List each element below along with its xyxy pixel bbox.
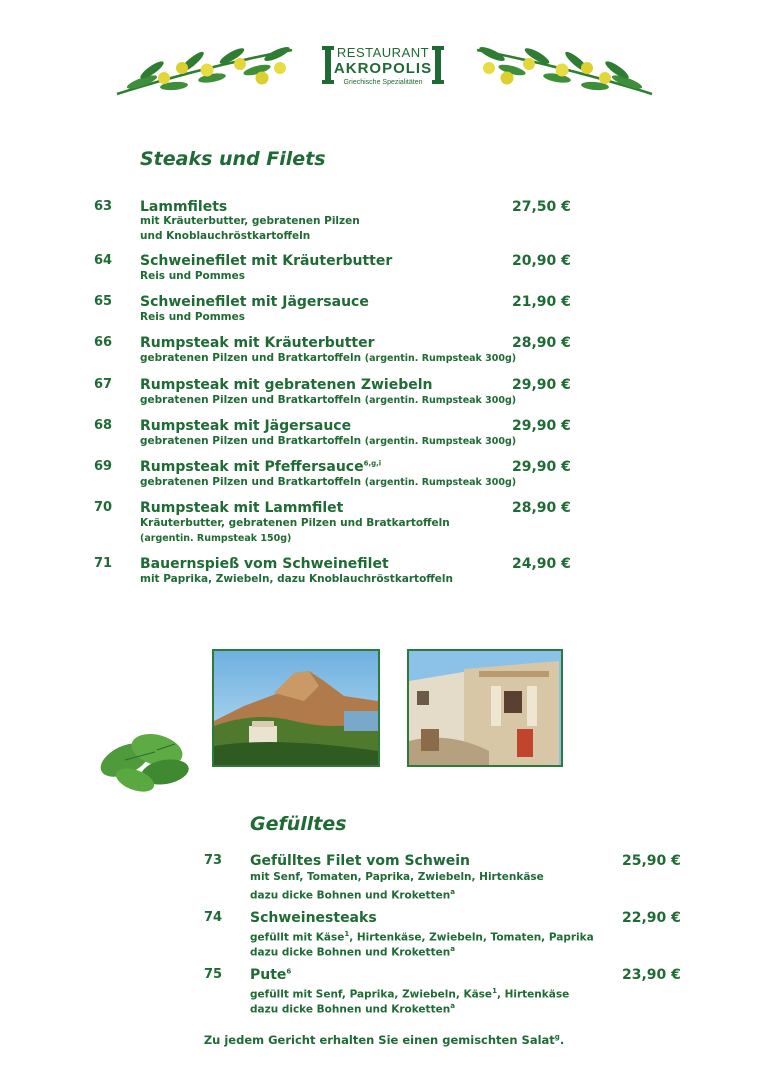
logo-restaurant-text: RESTAURANT: [336, 45, 430, 60]
photo-old-house: [407, 649, 563, 767]
item-number: 67: [94, 377, 113, 392]
item-description: (argentin. Rumpsteak 150g): [140, 533, 292, 544]
item-description: mit Paprika, Zwiebeln, dazu Knoblauchröstkartoffeln: [140, 573, 453, 585]
item-description: gefüllt mit Senf, Paprika, Zwiebeln, Käse$^1$, Hirtenkäse: [250, 987, 570, 1001]
restaurant-logo: [318, 46, 448, 102]
menu-item: [94, 294, 574, 328]
item-price: 28,90 €: [512, 500, 571, 516]
item-price: 21,90 €: [512, 294, 571, 310]
item-title: Schweinefilet mit Jägersauce: [140, 294, 369, 310]
item-number: 75: [204, 967, 223, 982]
item-number: 64: [94, 253, 113, 268]
item-description: gefüllt mit Käse$^1$, Hirtenkäse, Zwiebeln, Tomaten, Paprika: [250, 930, 594, 944]
item-title: Pute$^6$: [250, 967, 292, 983]
item-description: gebratenen Pilzen und Bratkartoffeln (argentin. Rumpsteak 300g): [140, 435, 517, 447]
item-title: Rumpsteak mit Lammfilet: [140, 500, 344, 516]
item-note: (argentin. Rumpsteak 300g): [364, 477, 517, 488]
basil-leaves-icon: [95, 722, 195, 794]
item-title: Rumpsteak mit Jägersauce: [140, 418, 352, 434]
item-price: 29,90 €: [512, 459, 571, 475]
item-number: 63: [94, 199, 113, 214]
item-number: 65: [94, 294, 113, 309]
item-description: Reis und Pommes: [140, 270, 245, 282]
menu-item: [204, 967, 684, 1015]
item-title: Bauernspieß vom Schweinefilet: [140, 556, 389, 572]
item-number: 71: [94, 556, 113, 571]
item-note: (argentin. Rumpsteak 300g): [364, 353, 517, 364]
item-price: 25,90 €: [622, 853, 681, 869]
item-description: gebratenen Pilzen und Bratkartoffeln (argentin. Rumpsteak 300g): [140, 394, 517, 406]
menu-item: [204, 910, 684, 958]
item-note: (argentin. Rumpsteak 300g): [364, 395, 517, 406]
item-price: 22,90 €: [622, 910, 681, 926]
section-title-steaks: Steaks und Filets: [140, 148, 326, 170]
item-description: dazu dicke Bohnen und Kroketten$^a$: [250, 888, 455, 902]
item-description: Reis und Pommes: [140, 311, 245, 323]
item-title: Rumpsteak mit Kräuterbutter: [140, 335, 375, 351]
item-description: und Knoblauchröstkartoffeln: [140, 230, 311, 242]
item-description: mit Kräuterbutter, gebratenen Pilzen: [140, 215, 360, 227]
item-number: 74: [204, 910, 223, 925]
olive-branch-left-icon: [112, 42, 297, 102]
item-price: 20,90 €: [512, 253, 571, 269]
menu-item: [94, 377, 574, 411]
item-number: 68: [94, 418, 113, 433]
footer-salad-note: Zu jedem Gericht erhalten Sie einen gemischten Salat$^g$.: [203, 1033, 565, 1047]
item-title: Schweinesteaks: [250, 910, 377, 926]
menu-item: [94, 418, 574, 452]
item-description: mit Senf, Tomaten, Paprika, Zwiebeln, Hirtenkäse: [250, 871, 544, 883]
item-number: 73: [204, 853, 223, 868]
allergen-superscript: 6: [286, 967, 292, 976]
allergen-superscript: 6,g,i: [363, 459, 382, 468]
item-description: gebratenen Pilzen und Bratkartoffeln (argentin. Rumpsteak 300g): [140, 352, 517, 364]
menu-item: [94, 500, 574, 548]
logo-name-text: AKROPOLIS: [333, 60, 433, 77]
page-header: [0, 36, 768, 106]
menu-item: [204, 853, 684, 901]
menu-item: [94, 556, 574, 590]
item-price: 29,90 €: [512, 418, 571, 434]
section-title-gefuelltes: Gefülltes: [250, 813, 347, 835]
item-title: Schweinefilet mit Kräuterbutter: [140, 253, 393, 269]
menu-item: [94, 199, 574, 245]
item-note: (argentin. Rumpsteak 300g): [364, 436, 517, 447]
item-price: 23,90 €: [622, 967, 681, 983]
logo-subtitle: Griechische Spezialitäten: [343, 79, 423, 86]
item-number: 69: [94, 459, 113, 474]
item-price: 24,90 €: [512, 556, 571, 572]
item-description: Kräuterbutter, gebratenen Pilzen und Bratkartoffeln: [140, 517, 450, 529]
item-price: 27,50 €: [512, 199, 571, 215]
item-title: Gefülltes Filet vom Schwein: [250, 853, 471, 869]
menu-item: [94, 335, 574, 369]
item-description: gebratenen Pilzen und Bratkartoffeln (argentin. Rumpsteak 300g): [140, 476, 517, 488]
olive-branch-right-icon: [472, 42, 657, 102]
item-number: 66: [94, 335, 113, 350]
item-description: dazu dicke Bohnen und Kroketten$^a$: [250, 945, 455, 959]
item-price: 28,90 €: [512, 335, 571, 351]
photo-coastal-landscape: [212, 649, 380, 767]
item-number: 70: [94, 500, 113, 515]
item-price: 29,90 €: [512, 377, 571, 393]
pillar-icon: [432, 46, 444, 84]
item-title: Lammfilets: [140, 199, 228, 215]
item-description: dazu dicke Bohnen und Kroketten$^a$: [250, 1002, 455, 1016]
pillar-icon: [322, 46, 334, 84]
menu-item: [94, 253, 574, 287]
menu-item: [94, 459, 574, 493]
item-title: Rumpsteak mit Pfeffersauce$^{6,g,i}$: [140, 459, 382, 475]
item-title: Rumpsteak mit gebratenen Zwiebeln: [140, 377, 433, 393]
